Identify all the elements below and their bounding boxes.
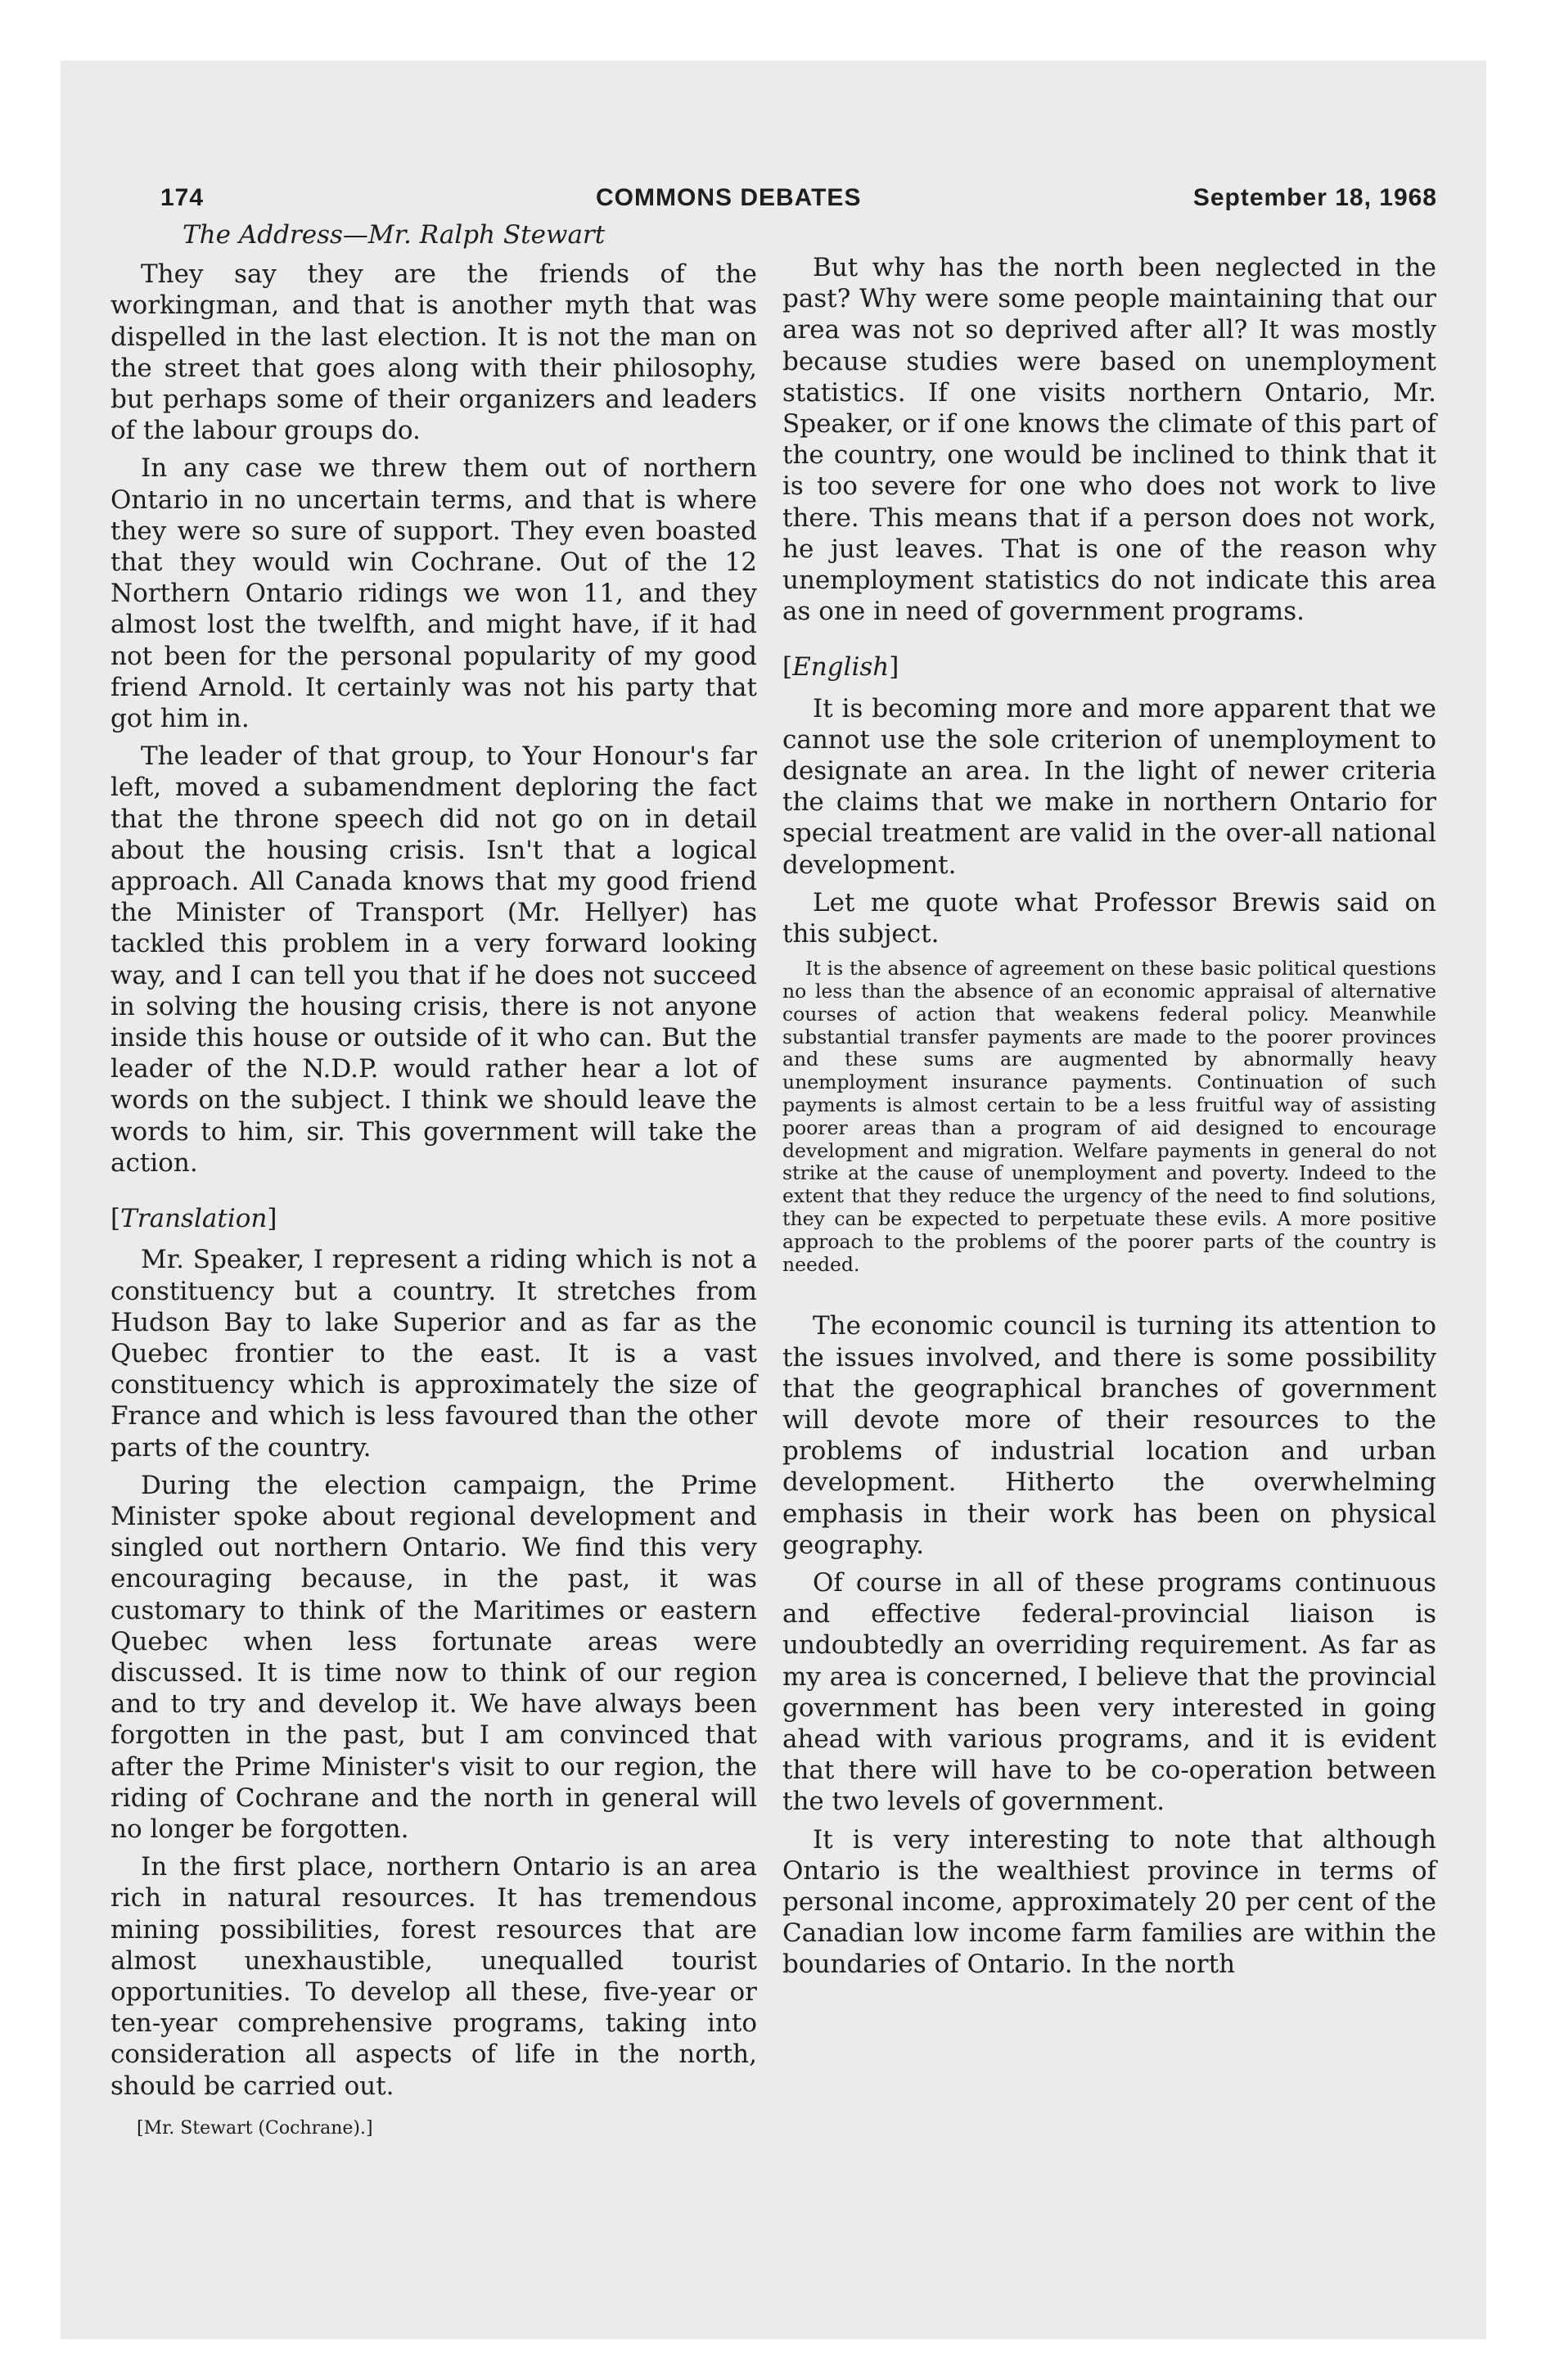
block-quote: It is the absence of agreement on these basic political questions no less than the absence of an economic appraisal of alternative courses of action that weakens federal policy. Meanwhile substantial transfer payments are made to the poorer provinces and these sums are augmented by abnormally heavy unemployment insurance payments. Continuation of such payments is almost certain to be a less fruitful way of assisting poorer areas than a program of aid designed to encourage development and migration. Welfare payments in general do not strike at the cause of unemployment and poverty. Indeed to the extent that they reduce the urgency of the need to find solutions, they can be expected to perpetuate these evils. A more positive approach to the problems of the poorer parts of the country is needed. [782, 957, 1436, 1276]
section-label-text: Translation [120, 1204, 268, 1234]
journal-title: COMMONS DEBATES [596, 184, 862, 211]
left-column [110, 219, 757, 2144]
page-date: September 18, 1968 [1192, 184, 1437, 211]
paragraph: In any case we threw them out of northern Ontario in no uncertain terms, and that is where they were so sure of support. They even boasted that they would win Cochrane. Out of the 12 Northern Ontario ridings we won 11, and they almost lost the twelfth, and might have, if it had not been for the personal popularity of my good friend Arnold. It certainly was not his party that got him in. [110, 453, 757, 734]
paragraph: In the first place, northern Ontario is an area rich in natural resources. It has tremendous mining possibilities, forest resources that are almost unexhaustible, unequalled tourist opportunities. To develop all these, five-year or ten-year comprehensive programs, taking into consideration all aspects of life in the north, should be carried out. [110, 1852, 757, 2101]
paragraph: The leader of that group, to Your Honour's far left, moved a subamendment deploring the fact that the throne speech did not go on in detail about the housing crisis. Isn't that a logical approach. All Canada knows that my good friend the Minister of Transport (Mr. Hellyer) has tackled this problem in a very forward looking way, and I can tell you that if he does not succeed in solving the housing crisis, there is not anyone inside this house or outside of it who can. But the leader of the N.D.P. would rather hear a lot of words on the subject. I think we should leave the words to him, sir. This government will take the action. [110, 741, 757, 1178]
page-number: 174 [160, 184, 205, 211]
paragraph: It is becoming more and more apparent that we cannot use the sole criterion of unemployment to designate an area. In the light of newer criteria the claims that we make in northern Ontario for special treatment are valid in the over-all national development. [782, 693, 1436, 880]
paragraph: The economic council is turning its attention to the issues involved, and there is some possibility that the geographical branches of government will devote more of their resources to the problems of industrial location and urban development. Hitherto the overwhelming emphasis in their work has been on physical geography. [782, 1311, 1436, 1560]
page-header [160, 184, 1437, 222]
paragraph: Let me quote what Professor Brewis said on this subject. [782, 887, 1436, 949]
paragraph: But why has the north been neglected in the past? Why were some people maintaining that our area was not so deprived after all? It was mostly because studies were based on unemployment statistics. If one visits northern Ontario, Mr. Speaker, or if one knows the climate of this part of the country, one would be inclined to think that it is too severe for one who does not work to live there. This means that if a person does not work, he just leaves. That is one of the reason why unemployment statistics do not indicate this area as one in need of government programs. [782, 253, 1436, 627]
speaker-tag: [Mr. Stewart (Cochrane).] [137, 2117, 373, 2139]
running-subhead: The Address—Mr. Ralph Stewart [183, 220, 606, 250]
paragraph: They say they are the friends of the workingman, and that is another myth that was dispelled in the last election. It is not the man on the street that goes along with their philosophy, but perhaps some of their organizers and leaders of the labour groups do. [110, 259, 757, 446]
paragraph: During the election campaign, the Prime Minister spoke about regional development and singled out northern Ontario. We find this very encouraging because, in the past, it was customary to think of the Maritimes or eastern Quebec when less fortunate areas were discussed. It is time now to think of our region and to try and develop it. We have always been forgotten in the past, but I am convinced that after the Prime Minister's visit to our region, the riding of Cochrane and the north in general will no longer be forgotten. [110, 1470, 757, 1844]
paragraph: It is very interesting to note that although Ontario is the wealthiest province in terms of personal income, approximately 20 per cent of the Canadian low income farm families are within the boundaries of Ontario. In the north [782, 1824, 1436, 1980]
section-label-translation: [Translation] [110, 1204, 277, 1234]
section-label-text: English [792, 652, 890, 683]
paragraph: Mr. Speaker, I represent a riding which is not a constituency but a country. It stretches from Hudson Bay to lake Superior and as far as the Quebec frontier to the east. It is a vast constituency which is approximately the size of France and which is less favoured than the other parts of the country. [110, 1245, 757, 1463]
paragraph: Of course in all of these programs continuous and effective federal-provincial liaison is undoubtedly an overriding requirement. As far as my area is concerned, I believe that the provincial government has been very interested in going ahead with various programs, and it is evident that there will have to be co-operation between the two levels of government. [782, 1568, 1436, 1817]
section-label-english: [English] [782, 652, 899, 683]
right-column [782, 252, 1436, 1987]
